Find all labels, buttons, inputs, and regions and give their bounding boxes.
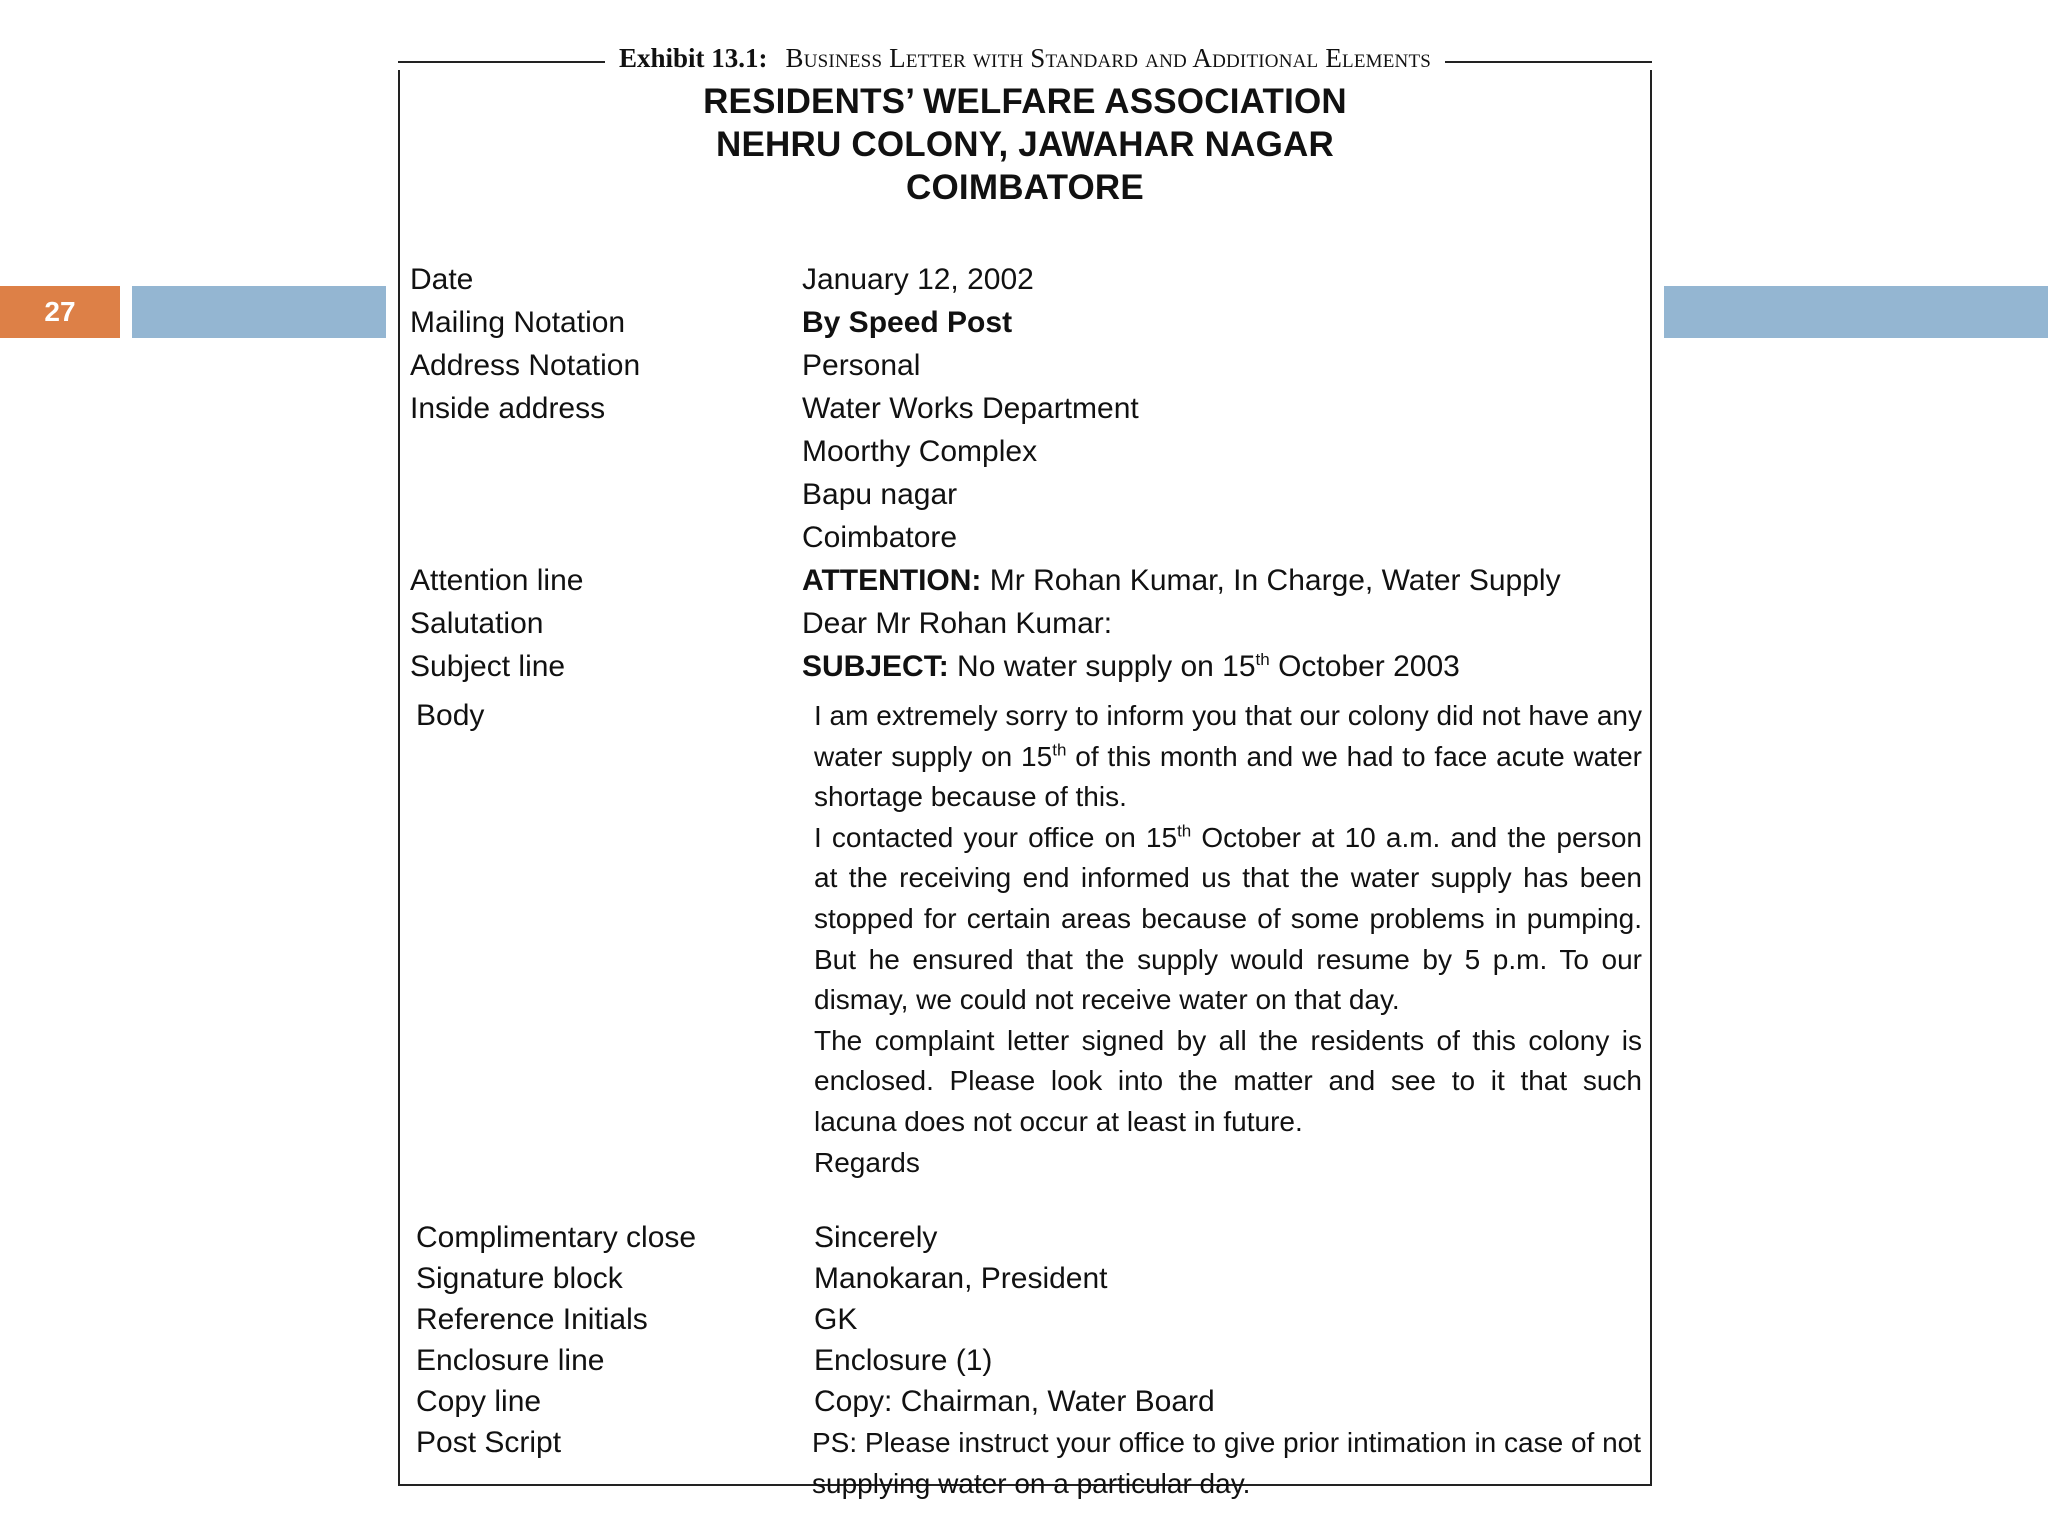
subject-ordinal: th [1255,650,1270,669]
mailing-notation-text: By Speed Post [802,306,1013,339]
body-p2-ordinal: th [1177,821,1192,841]
value-post-script-line-1: PS: Please instruct your office to give prior intimation in case of not [812,1427,1642,1458]
value-complimentary-close: Sincerely [814,1221,938,1254]
label-enclosure-line: Enclosure line [416,1344,605,1377]
letterhead-line-2: NEHRU COLONY, JAWAHAR NAGAR [716,125,1334,164]
letterhead-line-3: COIMBATORE [906,168,1144,207]
label-subject-line: Subject line [410,650,566,683]
label-date: Date [410,263,474,296]
label-complimentary-close: Complimentary close [416,1221,697,1254]
subject-text: No water supply on 15 [948,650,1256,683]
body-regards: Regards [814,1146,920,1178]
body-p1-ordinal: th [1052,740,1067,760]
caption-rule-left [398,61,605,63]
value-enclosure-line: Enclosure (1) [814,1344,993,1377]
exhibit-title: Business Letter with Standard and Additional Elements [785,42,1432,73]
caption-rule-right [1445,61,1652,63]
value-mailing-notation [802,303,1012,343]
body-paragraph-1 [814,696,1642,818]
exhibit-figure [398,36,1652,1499]
letter-body [814,696,1642,1183]
subject-keyword: SUBJECT: [802,650,949,683]
accent-bar-left [132,286,386,338]
slide-number: 27 [0,286,120,338]
body-p2-text-end: October at 10 a.m. and the person at the receiving end informed us that the water supply has been stopped for certain areas because of some problems in pumping. But he ensured that the supply would resume by 5 p.m. To our dismay, we could not receive water on that day. [814,821,1642,1016]
letterhead-line-1: RESIDENTS’ WELFARE ASSOCIATION [703,82,1347,121]
value-subject-line [802,647,1460,687]
value-attention-line [802,561,1561,601]
accent-bar-right [1664,286,2048,338]
inside-address-line-2: Moorthy Complex [802,435,1038,468]
value-reference-initials: GK [814,1303,858,1336]
inside-address-line-1: Water Works Department [802,392,1139,425]
label-reference-initials: Reference Initials [416,1303,648,1336]
label-inside-address: Inside address [410,392,606,425]
body-p1-text: I am extremely sorry to inform you that our colony did not have any water supply on 15 [814,700,1642,772]
value-signature-block: Manokaran, President [814,1262,1108,1295]
label-address-notation: Address Notation [410,349,641,382]
body-p1-text-end: of this month and we had to face acute water shortage because of this. [814,740,1642,813]
inside-address-line-3: Bapu nagar [802,478,958,511]
value-copy-line: Copy: Chairman, Water Board [814,1385,1215,1418]
attention-keyword: ATTENTION: [802,564,982,597]
attention-text: Mr Rohan Kumar, In Charge, Water Supply [981,564,1561,597]
exhibit-label: Exhibit 13.1: [619,42,768,73]
inside-address-line-4: Coimbatore [802,521,958,554]
value-date: January 12, 2002 [802,263,1034,296]
body-paragraph-2 [814,818,1642,1021]
label-attention-line: Attention line [410,564,584,597]
subject-text-end: October 2003 [1269,650,1460,683]
label-body: Body [416,699,485,732]
value-post-script-line-2: supplying water on a particular day. [812,1468,1251,1499]
label-salutation: Salutation [410,607,544,640]
value-address-notation: Personal [802,349,921,382]
body-p2-text: I contacted your office on 15 [814,821,1178,853]
letterhead [398,80,1652,209]
body-paragraph-3: The complaint letter signed by all the residents of this colony is enclosed. Please look into the matter and see to it that such lacuna does not occur at least in future. [814,1024,1642,1137]
label-copy-line: Copy line [416,1385,542,1418]
label-mailing-notation: Mailing Notation [410,306,626,339]
label-signature-block: Signature block [416,1262,623,1295]
value-salutation: Dear Mr Rohan Kumar: [802,607,1113,640]
label-post-script: Post Script [416,1426,562,1459]
